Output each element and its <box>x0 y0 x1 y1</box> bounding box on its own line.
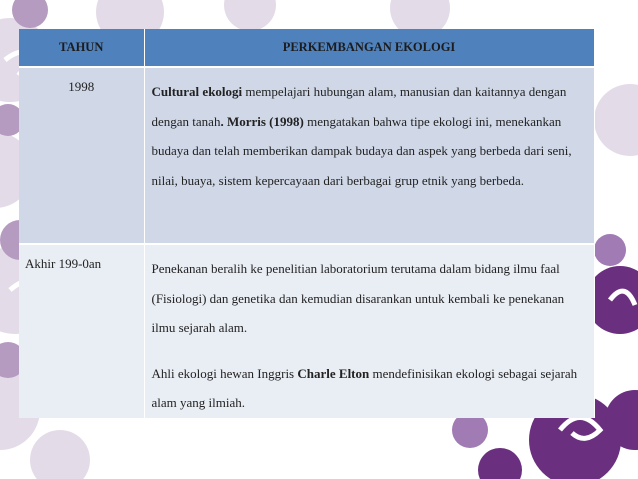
body-text: mempelajari hubungan alam, manusian dan kaitannya dengan dengan tanah <box>151 84 567 129</box>
header-year: TAHUN <box>19 29 144 67</box>
ecology-development-table-container <box>19 29 594 418</box>
table-row <box>19 244 594 418</box>
header-development: PERKEMBANGAN EKOLOGI <box>144 29 594 67</box>
paragraph: Penekanan beralih ke penelitian laboratorium terutama dalam bidang ilmu faal (Fisiologi) dan genetika dan kemudian disarankan untuk kembali ke penekanan ilmu sejarah alam. <box>151 261 565 335</box>
table-row <box>19 67 594 244</box>
body-text: mengatakan bahwa tipe ekologi ini, menekankan budaya dan telah memberikan dampak budaya dan aspek yang berbeda dari seni, nilai, buaya, sistem kepercayaan dari berbagai grup etnik yang berbeda. <box>151 113 572 188</box>
development-cell <box>144 244 594 418</box>
body-text: Ahli ekologi hewan Inggris <box>151 365 298 381</box>
paragraph <box>152 359 586 418</box>
paragraph-gap <box>152 343 586 359</box>
year-cell: 1998 <box>19 67 144 244</box>
year-cell: Akhir 199-0an <box>19 244 144 418</box>
body-text: mendefinisikan ekologi sebagai sejarah alam yang ilmiah. <box>151 365 578 410</box>
bold-name: Charle Elton <box>297 365 370 381</box>
bold-citation: . Morris (1998) <box>220 113 304 129</box>
development-cell <box>144 67 594 244</box>
table-header-row <box>19 29 594 67</box>
ecology-development-table <box>19 29 595 418</box>
bold-term: Cultural ekologi <box>151 84 243 99</box>
